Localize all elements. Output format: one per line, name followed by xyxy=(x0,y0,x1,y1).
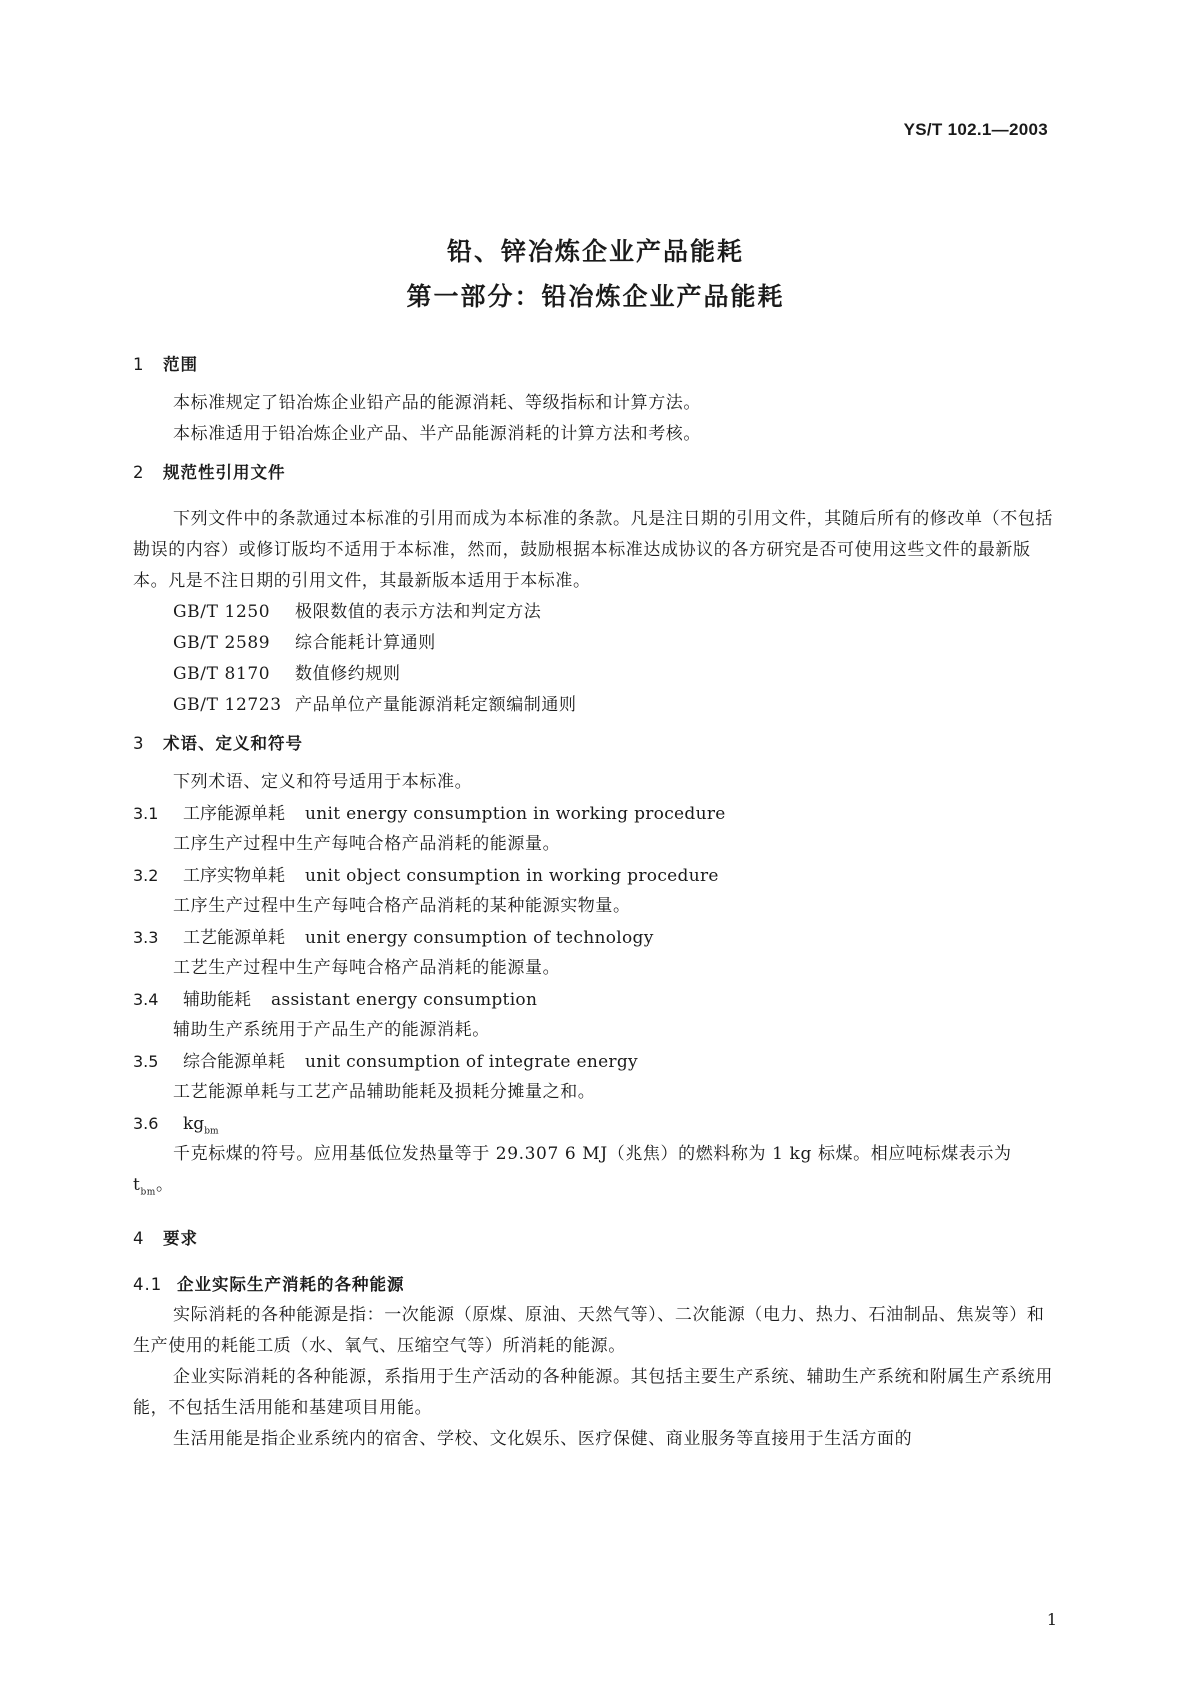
reference-item xyxy=(133,628,1055,659)
term-definition: 工艺生产过程中生产每吨合格产品消耗的能源量。 xyxy=(173,958,561,978)
subsection-heading xyxy=(133,1270,1055,1300)
term-english: unit energy consumption of technology xyxy=(305,928,654,948)
reference-item xyxy=(133,659,1055,690)
standard-code: YS/T 102.1—2003 xyxy=(903,120,1048,139)
section-title: 规范性引用文件 xyxy=(163,463,286,482)
term-definition-text: 千克标煤的符号。应用基低位发热量等于 29.307 6 MJ（兆焦）的燃料称为 1 kg 标煤。相应吨标煤表示为 t xyxy=(133,1144,1012,1195)
term-chinese: 工序能源单耗 xyxy=(183,804,285,824)
reference-title: 极限数值的表示方法和判定方法 xyxy=(295,602,542,622)
term-entry xyxy=(133,1108,1055,1139)
term-entry xyxy=(133,922,1055,953)
term-definition xyxy=(133,1139,1055,1208)
subscript: bm xyxy=(140,1187,156,1198)
term-entry xyxy=(133,860,1055,891)
term-chinese: 综合能源单耗 xyxy=(183,1052,285,1072)
section-title: 要求 xyxy=(163,1229,198,1249)
term-symbol: kg xyxy=(183,1114,205,1134)
subsection-number: 4.1 xyxy=(133,1275,163,1295)
paragraph: 下列术语、定义和符号适用于本标准。 xyxy=(173,772,473,792)
term-definition: 工艺能源单耗与工艺产品辅助能耗及损耗分摊量之和。 xyxy=(173,1082,596,1102)
reference-title: 综合能耗计算通则 xyxy=(295,633,436,653)
term-number: 3.1 xyxy=(133,804,159,823)
paragraph: 本标准适用于铅冶炼企业产品、半产品能源消耗的计算方法和考核。 xyxy=(173,424,701,444)
term-entry xyxy=(133,798,1055,829)
section-title: 范围 xyxy=(163,355,198,374)
reference-title: 数值修约规则 xyxy=(295,664,401,684)
term-english: unit object consumption in working procedure xyxy=(305,866,719,886)
section-number: 2 xyxy=(133,463,145,482)
reference-code: GB/T 2589 xyxy=(173,633,271,653)
term-definition: 工序生产过程中生产每吨合格产品消耗的某种能源实物量。 xyxy=(173,896,631,916)
term-number: 3.3 xyxy=(133,928,159,947)
term-chinese: 工艺能源单耗 xyxy=(183,928,285,948)
document-title: 铅、锌冶炼企业产品能耗 xyxy=(446,237,744,266)
reference-item xyxy=(133,690,1055,721)
term-chinese: 辅助能耗 xyxy=(183,990,251,1010)
term-definition: 辅助生产系统用于产品生产的能源消耗。 xyxy=(173,1020,490,1040)
term-definition-end: 。 xyxy=(155,1175,174,1195)
term-chinese: 工序实物单耗 xyxy=(183,866,285,886)
term-entry xyxy=(133,1046,1055,1077)
term-number: 3.4 xyxy=(133,990,159,1009)
reference-code: GB/T 8170 xyxy=(173,664,271,684)
reference-code: GB/T 1250 xyxy=(173,602,271,622)
section-heading xyxy=(133,1224,1055,1254)
section-number: 4 xyxy=(133,1229,145,1249)
paragraph: 生活用能是指企业系统内的宿舍、学校、文化娱乐、医疗保健、商业服务等直接用于生活方面的 xyxy=(173,1429,913,1450)
reference-item xyxy=(133,597,1055,628)
term-symbol-subscript: bm xyxy=(204,1126,219,1137)
paragraph: 本标准规定了铅冶炼企业铅产品的能源消耗、等级指标和计算方法。 xyxy=(173,393,701,413)
reference-code: GB/T 12723 xyxy=(173,695,282,715)
term-definition: 工序生产过程中生产每吨合格产品消耗的能源量。 xyxy=(173,834,561,854)
term-number: 3.2 xyxy=(133,866,159,885)
term-number: 3.5 xyxy=(133,1052,159,1071)
subsection-title: 企业实际生产消耗的各种能源 xyxy=(177,1275,405,1295)
paragraph: 企业实际消耗的各种能源，系指用于生产活动的各种能源。其包括主要生产系统、辅助生产系统和附属生产系统用能，不包括生活用能和基建项目用能。 xyxy=(133,1367,1053,1419)
term-english: assistant energy consumption xyxy=(271,990,538,1010)
term-number: 3.6 xyxy=(133,1114,159,1133)
paragraph: 实际消耗的各种能源是指：一次能源（原煤、原油、天然气等）、二次能源（电力、热力、石油制品、焦炭等）和生产使用的耗能工质（水、氧气、压缩空气等）所消耗的能源。 xyxy=(133,1305,1045,1357)
term-entry xyxy=(133,984,1055,1015)
document-body xyxy=(133,350,1055,1455)
paragraph: 下列文件中的条款通过本标准的引用而成为本标准的条款。凡是注日期的引用文件，其随后所有的修改单（不包括勘误的内容）或修订版均不适用于本标准，然而，鼓励根据本标准达成协议的各方研究是否可使用这些文件的最新版本。凡是不注日期的引用文件，其最新版本适用于本标准。 xyxy=(133,509,1053,591)
term-english: unit consumption of integrate energy xyxy=(305,1052,638,1072)
reference-title: 产品单位产量能源消耗定额编制通则 xyxy=(295,695,577,715)
term-english: unit energy consumption in working procedure xyxy=(305,804,726,824)
section-heading xyxy=(133,350,1055,380)
document-subtitle: 第一部分：铅冶炼企业产品能耗 xyxy=(406,282,785,311)
section-number: 3 xyxy=(133,734,145,753)
section-heading xyxy=(133,729,1055,759)
section-title: 术语、定义和符号 xyxy=(163,734,303,753)
section-heading xyxy=(133,458,1055,488)
section-number: 1 xyxy=(133,355,145,374)
page-number: 1 xyxy=(1046,1610,1057,1629)
